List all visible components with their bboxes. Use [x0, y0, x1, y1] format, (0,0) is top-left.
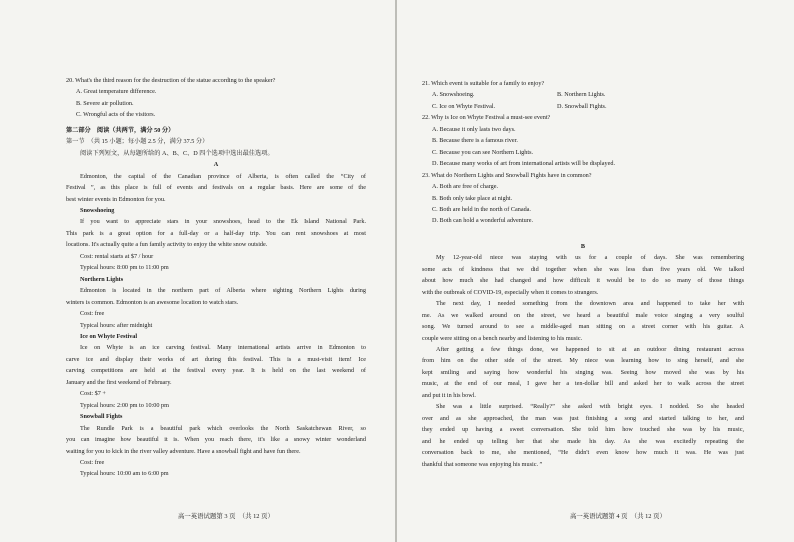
event-title-snowshoeing: Snowshoeing: [80, 206, 115, 214]
q23-option-b: B. Both only take place at night.: [432, 194, 513, 202]
q20-stem: 20. What's the third reason for the destruction of the statue according to the speaker?: [66, 77, 276, 84]
event-body-line: Ice on Whyte is an ice carving festival. Many international artists arrive in Edmonton to: [80, 344, 366, 352]
passage-b-line: thankful that someone was enjoying his music. ”: [422, 460, 543, 468]
q20-option-b: B. Severe air pollution.: [76, 99, 134, 107]
passage-b-line: kept smiling and saying how wonderful his singing was. Seeing how moved she was by his: [422, 368, 744, 376]
event-body-line: The Rundle Park is a beautiful park which overlooks the North Saskatchewan River, so: [80, 424, 366, 432]
q21-stem: 21. Which event is suitable for a family to enjoy?: [422, 80, 545, 87]
event-body-line: you can imagine how beautiful it is. When you reach there, it's like a snowy winter wonderland: [66, 436, 366, 444]
passage-a-intro-line: best winter events in Edmonton for you.: [66, 195, 166, 203]
right-column: [422, 78, 744, 470]
passage-b-line: and he ended up telling her that she made his day. As she was excitedly repeating the: [422, 437, 744, 445]
page-divider: [395, 0, 397, 542]
passage-b-line: with the outbreak of COVID-19, especially when it comes to strangers.: [422, 288, 599, 296]
passage-b-label: B: [580, 242, 586, 250]
passage-b-line: After getting a few things done, we happened to sit at an outdoor dining restaurant across: [436, 345, 744, 353]
passage-b-line: song. We turned around to see a middle-aged man sitting on a street corner with his guitar. A: [422, 323, 744, 331]
passage-b-line: some acts of kindness that we did together when she was less than five years old. We talked: [422, 265, 744, 273]
q22-option-d: D. Because many works of art from international artists will be displayed.: [432, 160, 615, 168]
q20-option-c: C. Wrongful acts of the visitors.: [76, 111, 156, 119]
event-cost: Cost: free: [80, 458, 105, 466]
passage-b-line: over and as she approached, the man was just finishing a song and started talking to her, and: [422, 414, 744, 422]
subsection-title: 第一节 （共 15 小题；每小题 2.5 分，满分 37.5 分）: [66, 138, 209, 146]
passage-b-line: music, at the end of our meal, I gave her a ten-dollar bill and asked her to walk across the street: [422, 380, 744, 388]
event-body-line: This park is a great option for a full-day or a half-day trip. You can rent snowshoes at most: [66, 229, 366, 237]
event-title-northern-lights: Northern Lights: [80, 275, 124, 283]
event-body-line: Edmonton is located in the northern part of Alberta where sighting Northern Lights during: [80, 287, 366, 295]
q22-option-a: A. Because it only lasts two days.: [432, 125, 516, 133]
passage-b-line: from him on the other side of the street. My niece was learning how to sing herself, and she: [422, 357, 744, 365]
q22-option-b: B. Because there is a famous river.: [432, 137, 518, 145]
passage-b-line: conversation back to me, she mentioned, “He didn't even know how much it was. He was just: [422, 449, 744, 457]
event-title-ice-on-whyte: Ice on Whyte Festival: [80, 332, 138, 340]
passage-a-label: A: [213, 161, 219, 169]
event-cost: Cost: $7 +: [80, 390, 106, 398]
passage-a-intro-line: Festival ”, as this place is full of events and festivals on a regular basis. Here are some of the: [66, 184, 366, 192]
q21-option-c: C. Ice on Whyte Festival.: [432, 102, 496, 110]
event-body-line: winters is common. Edmonton is an awesome location to watch stars.: [66, 298, 239, 306]
passage-b-line: She was a little surprised. “Really?” she asked with bright eyes. I nodded. So she headed: [436, 403, 744, 411]
passage-b-line: and put it in his bowl.: [422, 391, 476, 399]
passage-b-line: they ended up having a sweet conversation. She told him how touched she was by his music,: [422, 426, 744, 434]
q23-option-a: A. Both are free of charge.: [432, 183, 499, 191]
q22-option-c: C. Because you can see Northern Lights.: [432, 148, 534, 156]
event-body-line: If you want to appreciate stars in your snowshoes, head to the Ek Island National Park.: [80, 218, 366, 226]
event-body-line: locations. It's actually quite a fun family activity to enjoy the white snow outside.: [66, 241, 268, 249]
passage-b-line: My 12-year-old niece was staying with us for a couple of days. She was remembering: [436, 254, 744, 262]
passage-b-line: couple were sitting on a bench nearby and listening to his music.: [422, 334, 583, 342]
event-body-line: carve ice and display their works of art during this festival. This is a must-visit item! Ice: [66, 355, 366, 363]
q21-options-row: [422, 101, 744, 112]
q23-stem: 23. What do Northern Lights and Snowball Fights have in common?: [422, 171, 592, 179]
passage-b-line: The next day, I needed something from the downtown area and happened to take her with: [436, 300, 744, 308]
event-title-snowball-fights: Snowball Fights: [80, 413, 123, 421]
event-cost: Cost: rental starts at $7 / hour: [80, 252, 154, 260]
page-footer-left: 高一英语试题第 3 页 （共 12 页）: [178, 513, 274, 520]
passage-b-line: me. As we walked around on the street, we heard a beautiful male voice singing a very soulful: [422, 311, 744, 319]
left-column: [66, 75, 366, 480]
event-hours: Typical hours: after midnight: [80, 321, 153, 329]
event-body-line: waiting for you to kick in the river valley adventure. Have a snowball fight and have fun there.: [66, 447, 301, 455]
q23-option-d: D. Both can hold a wonderful adventure.: [432, 217, 534, 225]
event-hours: Typical hours: 10:00 am to 6:00 pm: [80, 470, 169, 478]
q23-option-c: C. Both are held in the north of Canada.: [432, 205, 531, 213]
section-title: 第二部分 阅读（共两节，满分 50 分）: [66, 126, 175, 134]
event-body-line: January and the first weekend of February.: [66, 378, 172, 386]
passage-b-line: about how much she had changed and how difficult it would be to do so many of those things: [422, 277, 744, 285]
page-footer-right: 高一英语试题第 4 页 （共 12 页）: [570, 513, 666, 520]
q21-option-a: A. Snowshoeing.: [432, 91, 475, 99]
instructions: 阅读下列短文，从每题所给的 A、B、C、D 四个选项中选出最佳选项。: [80, 149, 274, 157]
q20-option-a: A. Great temperature difference.: [76, 88, 157, 96]
event-body-line: carving competitions are held at the festival every year. It is held on the last weekend of: [66, 367, 366, 375]
q21-option-b: B. Northern Lights.: [557, 91, 606, 99]
q22-stem: 22. Why is Ice on Whyte Festival a must-see event?: [422, 114, 551, 122]
event-hours: Typical hours: 8:00 pm to 11:00 pm: [80, 264, 169, 272]
event-cost: Cost: free: [80, 310, 105, 318]
event-hours: Typical hours: 2:00 pm to 10:00 pm: [80, 401, 169, 409]
passage-a-intro-line: Edmonton, the capital of the Canadian province of Alberta, is often called the “City of: [80, 172, 366, 180]
q21-options-row: [422, 89, 744, 100]
q21-option-d: D. Snowball Fights.: [557, 102, 607, 110]
